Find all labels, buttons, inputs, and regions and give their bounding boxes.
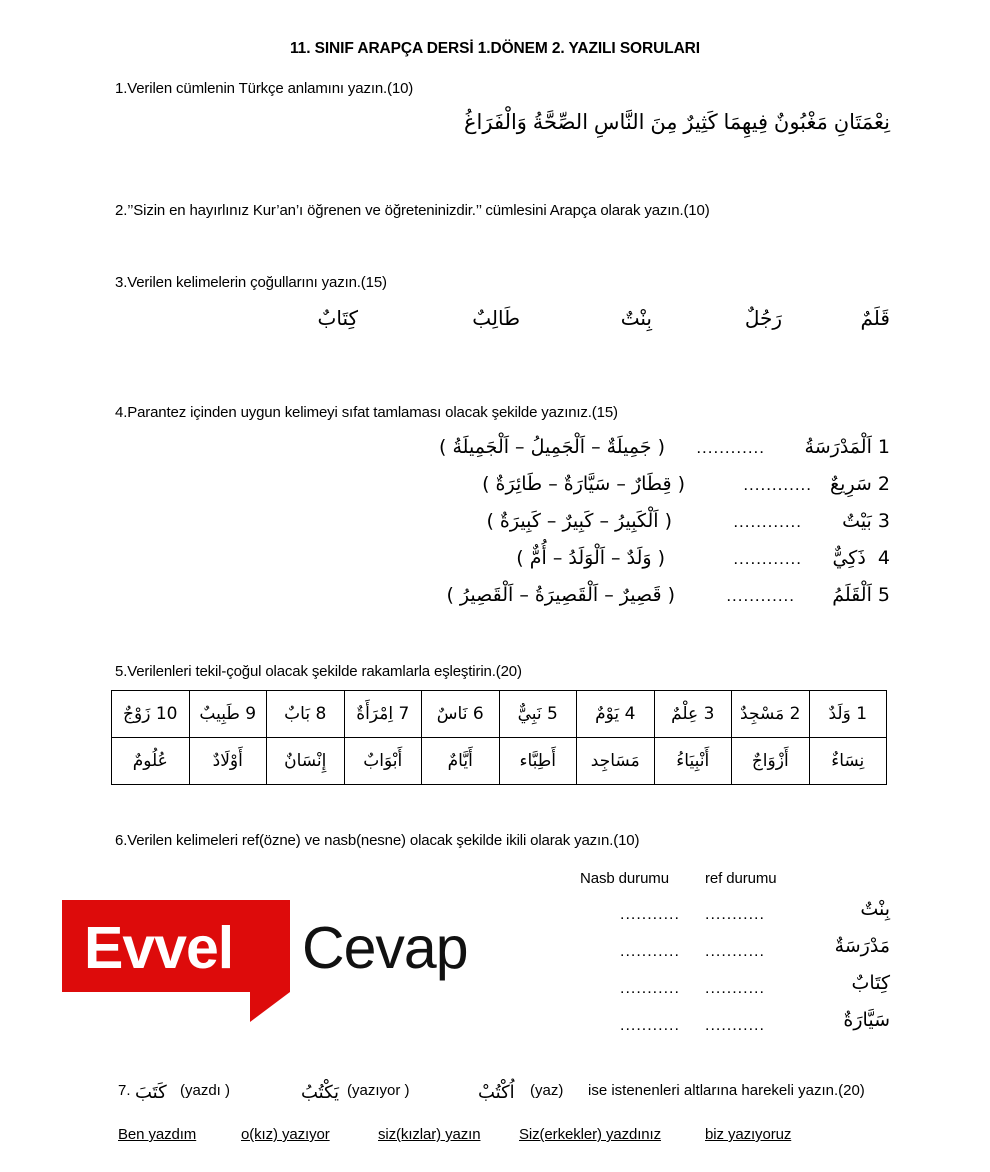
- q4-item-5-options: ( قَصِيرٌ – اَلْقَصِيرَةُ – اَلْقَصِيرُ ): [446, 584, 675, 606]
- q5-singular-cell-1: 1 وَلَدٌ: [809, 691, 887, 738]
- q5-singular-cell-3: 3 عِلْمٌ: [654, 691, 732, 738]
- q4-item-4-blank[interactable]: ............: [733, 549, 802, 568]
- question-5-matching-table: [111, 690, 887, 785]
- q7-pronoun-1[interactable]: Ben yazdım: [118, 1126, 197, 1143]
- question-2-prompt: 2.’’Sizin en hayırlınız Kur’an’ı öğrenen ve öğreteninizdir.’’ cümlesini Arapça olarak yazın.(10): [115, 202, 710, 219]
- q7-pronoun-3[interactable]: siz(kızlar) yazın: [378, 1126, 481, 1143]
- q6-row-3-nasb-blank[interactable]: ...........: [620, 980, 680, 997]
- q5-plural-cell-5[interactable]: أَطِبَّاء: [499, 738, 577, 785]
- q6-row-1-nasb-blank[interactable]: ...........: [620, 906, 680, 923]
- q5-singular-cell-6: 6 نَاسٌ: [422, 691, 500, 738]
- q5-singular-cell-4: 4 يَوْمٌ: [577, 691, 655, 738]
- q6-row-1-ref-blank[interactable]: ...........: [705, 906, 765, 923]
- q3-word-3: بِنْتٌ: [620, 306, 652, 330]
- q5-singular-cell-10: 10 زَوْجٌ: [112, 691, 190, 738]
- q5-plural-cell-7[interactable]: أَبْوَابٌ: [344, 738, 422, 785]
- q5-plural-cell-6[interactable]: أَيَّامٌ: [422, 738, 500, 785]
- q7-number: 7.: [118, 1082, 131, 1099]
- page-title: 11. SINIF ARAPÇA DERSİ 1.DÖNEM 2. YAZILI SORULARI: [290, 40, 700, 57]
- q7-pronoun-5[interactable]: biz yazıyoruz: [705, 1126, 792, 1143]
- q6-word-2: مَدْرَسَةٌ: [834, 935, 890, 957]
- q7-verb-past: كَتَبَ: [135, 1082, 167, 1103]
- q4-item-5-number: 5 اَلْقَلَمُ: [832, 584, 890, 606]
- q5-singular-cell-5: 5 نَبِيٌّ: [499, 691, 577, 738]
- table-row-singulars: [112, 691, 887, 738]
- q6-word-3: كِتَابٌ: [851, 972, 890, 994]
- q6-row-2-nasb-blank[interactable]: ...........: [620, 943, 680, 960]
- q7-gloss-present: (yazıyor ): [347, 1082, 410, 1099]
- q4-item-1-number: 1 اَلْمَدْرَسَةُ: [804, 436, 890, 458]
- q6-row-2: [560, 935, 890, 972]
- q7-gloss-imperative: (yaz): [530, 1082, 564, 1099]
- q6-header-ref: ref durumu: [705, 870, 777, 887]
- question-7-prompt: [118, 1082, 908, 1112]
- q4-item-3-blank[interactable]: ............: [733, 512, 802, 531]
- q6-row-4-ref-blank[interactable]: ...........: [705, 1017, 765, 1034]
- q6-header-nasb: Nasb durumu: [580, 870, 669, 887]
- evvel-cevap-logo: [62, 900, 522, 1030]
- q4-item-2: [115, 473, 890, 510]
- q4-item-3-options: ( اَلْكَبِيرُ – كَبِيرٌ – كَبِيرَةٌ ): [486, 510, 672, 532]
- question-3-prompt: 3.Verilen kelimelerin çoğullarını yazın.(15): [115, 274, 387, 291]
- logo-word-evvel: Evvel: [84, 915, 234, 981]
- q7-instruction: ise istenenleri altlarına harekeli yazın.(20): [588, 1082, 865, 1099]
- q5-plural-cell-9[interactable]: أَوْلَادٌ: [189, 738, 267, 785]
- q6-row-3-ref-blank[interactable]: ...........: [705, 980, 765, 997]
- q7-pronoun-4[interactable]: Siz(erkekler) yazdınız: [519, 1126, 662, 1143]
- q4-item-2-options: ( قِطَارٌ – سَيَّارَةٌ – طَائِرَةٌ ): [482, 473, 685, 495]
- q4-item-4: [115, 547, 890, 584]
- q4-item-4-options: ( وَلَدٌ – اَلْوَلَدُ – أُمٌّ ): [516, 547, 665, 569]
- q7-gloss-past: (yazdı ): [180, 1082, 231, 1099]
- q4-item-1: [115, 436, 890, 473]
- question-5-prompt: 5.Verilenleri tekil-çoğul olacak şekilde rakamlarla eşleştirin.(20): [115, 663, 522, 680]
- logo-word-cevap: Cevap: [302, 915, 468, 981]
- q3-word-4: طَالِبٌ: [472, 306, 520, 330]
- q4-item-3: [115, 510, 890, 547]
- q4-item-2-blank[interactable]: ............: [743, 475, 812, 494]
- q6-row-3: [560, 972, 890, 1009]
- q5-singular-cell-2: 2 مَسْجِدٌ: [732, 691, 810, 738]
- q4-item-2-number: 2 سَرِيعٌ: [830, 473, 890, 495]
- q6-word-4: سَيَّارَةٌ: [843, 1009, 890, 1031]
- question-4-items: [115, 436, 890, 621]
- question-7-pronoun-row: [118, 1126, 908, 1152]
- q4-item-5: [115, 584, 890, 621]
- question-6-rows: [560, 898, 890, 1046]
- q4-item-1-options: ( جَمِيلَةٌ – اَلْجَمِيلُ – اَلْجَمِيلَةُ ): [439, 436, 665, 458]
- q6-row-1: [560, 898, 890, 935]
- q3-word-2: رَجُلٌ: [744, 306, 782, 330]
- logo-speech-bubble-tail-icon: [250, 992, 290, 1022]
- q4-item-4-number: 4 ذَكِيٌّ: [832, 547, 890, 569]
- question-3-word-row: [115, 306, 890, 346]
- question-1-prompt: 1.Verilen cümlenin Türkçe anlamını yazın.(10): [115, 80, 414, 97]
- q7-pronoun-2[interactable]: o(kız) yazıyor: [241, 1126, 330, 1143]
- q6-row-2-ref-blank[interactable]: ...........: [705, 943, 765, 960]
- q4-item-5-blank[interactable]: ............: [726, 586, 795, 605]
- q5-plural-cell-2[interactable]: أَزْوَاجٌ: [732, 738, 810, 785]
- q3-word-1: قَلَمٌ: [860, 306, 890, 330]
- q3-word-5: كِتَابٌ: [317, 306, 358, 330]
- q6-word-1: بِنْتٌ: [860, 898, 890, 920]
- question-1-arabic-sentence: نِعْمَتَانِ مَغْبُونٌ فِيهِمَا كَثِيرٌ مِنَ النَّاسِ الصِّحَّةُ وَالْفَرَاغُ: [464, 111, 890, 134]
- q4-item-3-number: 3 بَيْتٌ: [842, 510, 890, 532]
- q4-item-1-blank[interactable]: ............: [696, 438, 765, 457]
- q5-singular-cell-7: 7 اِمْرَأَةٌ: [344, 691, 422, 738]
- q6-row-4-nasb-blank[interactable]: ...........: [620, 1017, 680, 1034]
- q5-plural-cell-1[interactable]: نِسَاءٌ: [809, 738, 887, 785]
- q5-singular-cell-9: 9 طَبِيبٌ: [189, 691, 267, 738]
- q6-row-4: [560, 1009, 890, 1046]
- table-row-plurals: [112, 738, 887, 785]
- q7-verb-imperative: اُكْتُبْ: [478, 1082, 515, 1103]
- q5-plural-cell-8[interactable]: إِنْسَانٌ: [267, 738, 345, 785]
- question-4-prompt: 4.Parantez içinden uygun kelimeyi sıfat tamlaması olacak şekilde yazınız.(15): [115, 404, 618, 421]
- q5-singular-cell-8: 8 بَابٌ: [267, 691, 345, 738]
- question-6-prompt: 6.Verilen kelimeleri ref(özne) ve nasb(nesne) olacak şekilde ikili olarak yazın.(10): [115, 832, 640, 849]
- q5-plural-cell-10[interactable]: عُلُومٌ: [112, 738, 190, 785]
- q5-plural-cell-4[interactable]: مَسَاجِد: [577, 738, 655, 785]
- q7-verb-present: يَكْتُبُ: [301, 1082, 340, 1103]
- q5-plural-cell-3[interactable]: أَنْبِيَاءُ: [654, 738, 732, 785]
